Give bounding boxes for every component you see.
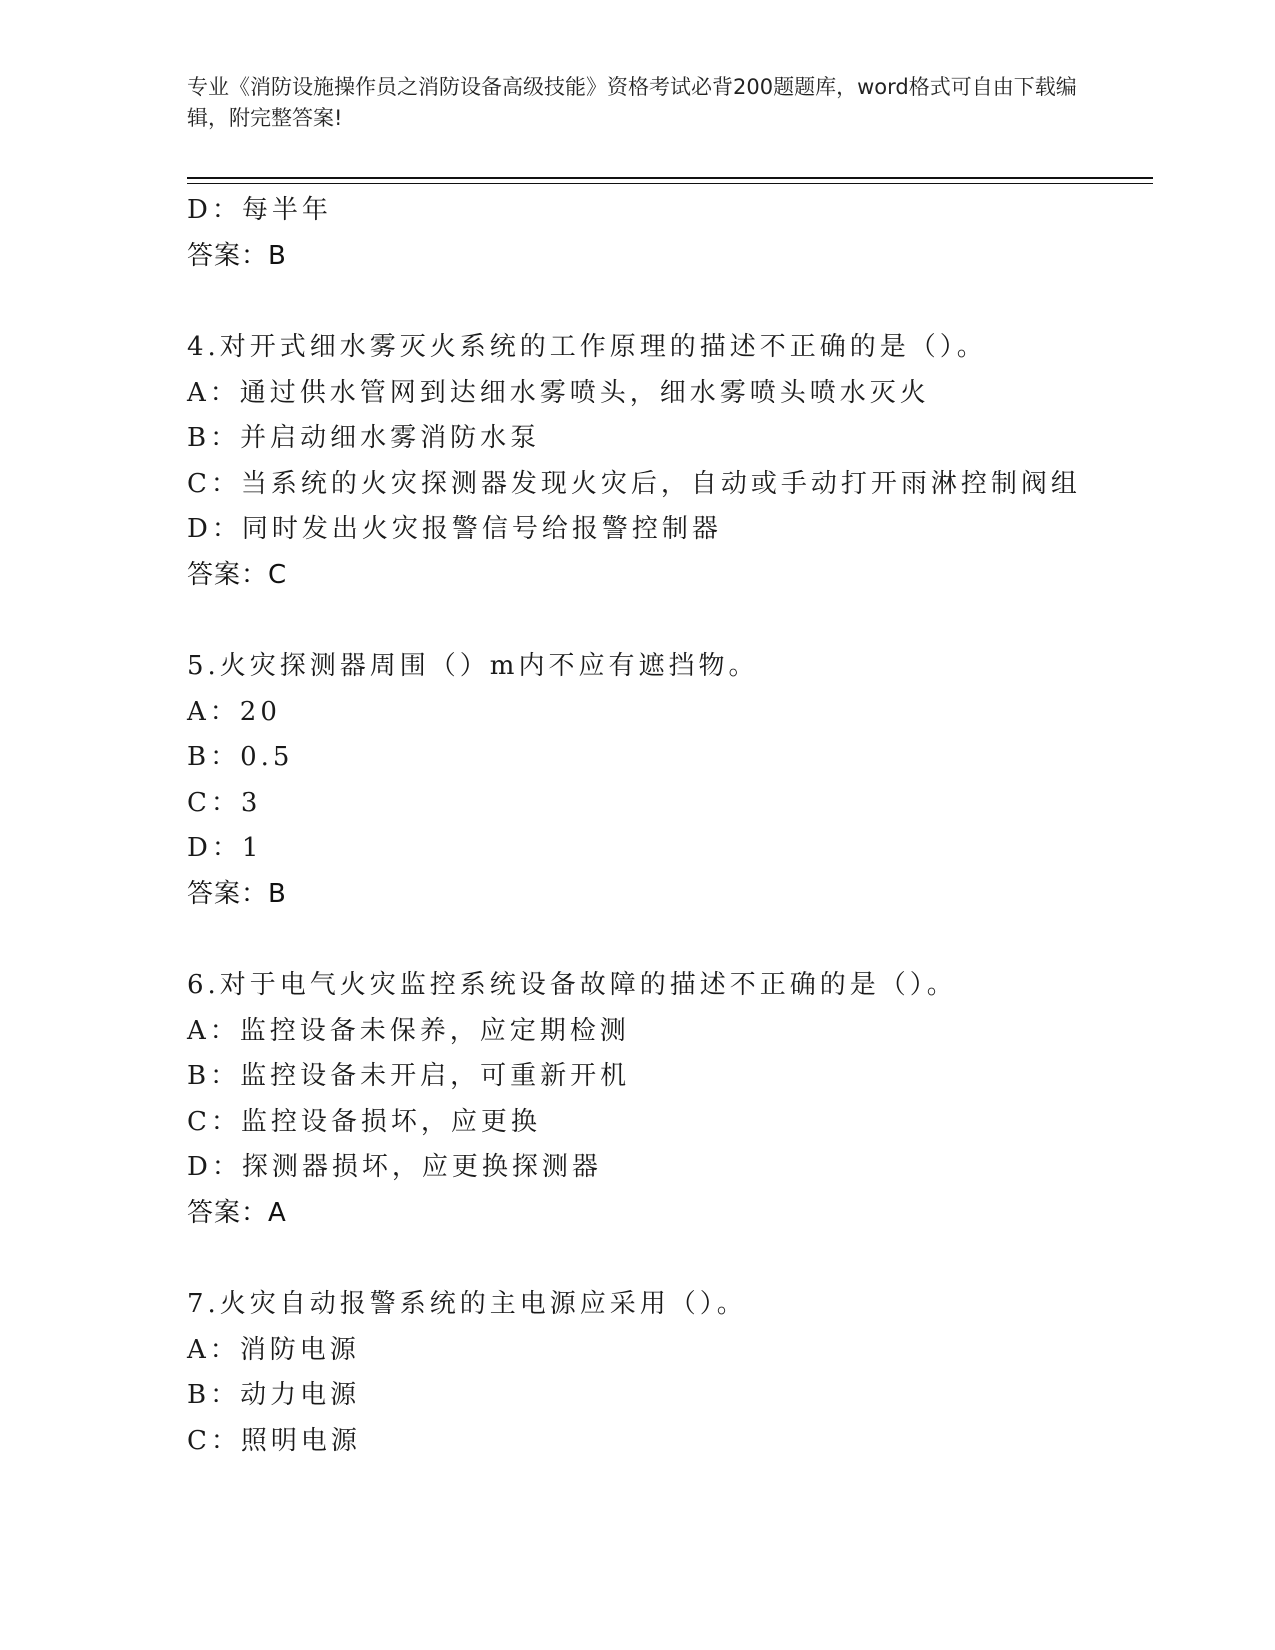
option-d: D：1 xyxy=(187,833,263,863)
question-block-6 xyxy=(187,963,1147,1236)
option-b: B：并启动细水雾消防水泵 xyxy=(187,423,541,453)
option-a: A：20 xyxy=(187,696,281,727)
option-a: A：消防电源 xyxy=(187,1334,360,1365)
answer-line: 答案：A xyxy=(187,1197,287,1228)
document-header: 专业《消防设施操作员之消防设备高级技能》资格考试必背200题题库，word格式可自由下载编辑，附完整答案! xyxy=(187,75,1077,130)
option-c: C：监控设备损坏，应更换 xyxy=(187,1106,541,1137)
option-d: D：探测器损坏，应更换探测器 xyxy=(187,1152,602,1182)
question-block-4 xyxy=(187,325,1147,598)
option-d: D：同时发出火灾报警信号给报警控制器 xyxy=(187,514,722,544)
option-c: C：当系统的火灾探测器发现火灾后，自动或手动打开雨淋控制阀组 xyxy=(187,468,1081,499)
question-text: 4.对开式细水雾灭火系统的工作原理的描述不正确的是（）。 xyxy=(187,332,987,362)
question-block-7 xyxy=(187,1282,1147,1464)
question-text: 7.火灾自动报警系统的主电源应采用（）。 xyxy=(187,1289,747,1319)
header-divider-thin xyxy=(187,183,1153,184)
option-a: A：通过供水管网到达细水雾喷头，细水雾喷头喷水灭火 xyxy=(187,377,930,408)
option-a: A：监控设备未保养，应定期检测 xyxy=(187,1015,630,1046)
question-list xyxy=(187,188,1147,1464)
header-divider-thick xyxy=(187,177,1153,179)
question-block-5 xyxy=(187,644,1147,917)
option-b: B：监控设备未开启，可重新开机 xyxy=(187,1061,631,1091)
answer-line: 答案：B xyxy=(187,878,287,909)
option-c: C：3 xyxy=(187,787,262,818)
option-d: D：每半年 xyxy=(187,195,332,225)
question-block-3 xyxy=(187,188,1147,279)
answer-line: 答案：B xyxy=(187,240,287,271)
option-b: B：0.5 xyxy=(187,742,294,772)
option-b: B：动力电源 xyxy=(187,1380,361,1410)
option-c: C：照明电源 xyxy=(187,1425,361,1456)
question-text: 5.火灾探测器周围（）m内不应有遮挡物。 xyxy=(187,651,759,681)
answer-line: 答案：C xyxy=(187,559,288,590)
question-text: 6.对于电气火灾监控系统设备故障的描述不正确的是（）。 xyxy=(187,970,957,1000)
